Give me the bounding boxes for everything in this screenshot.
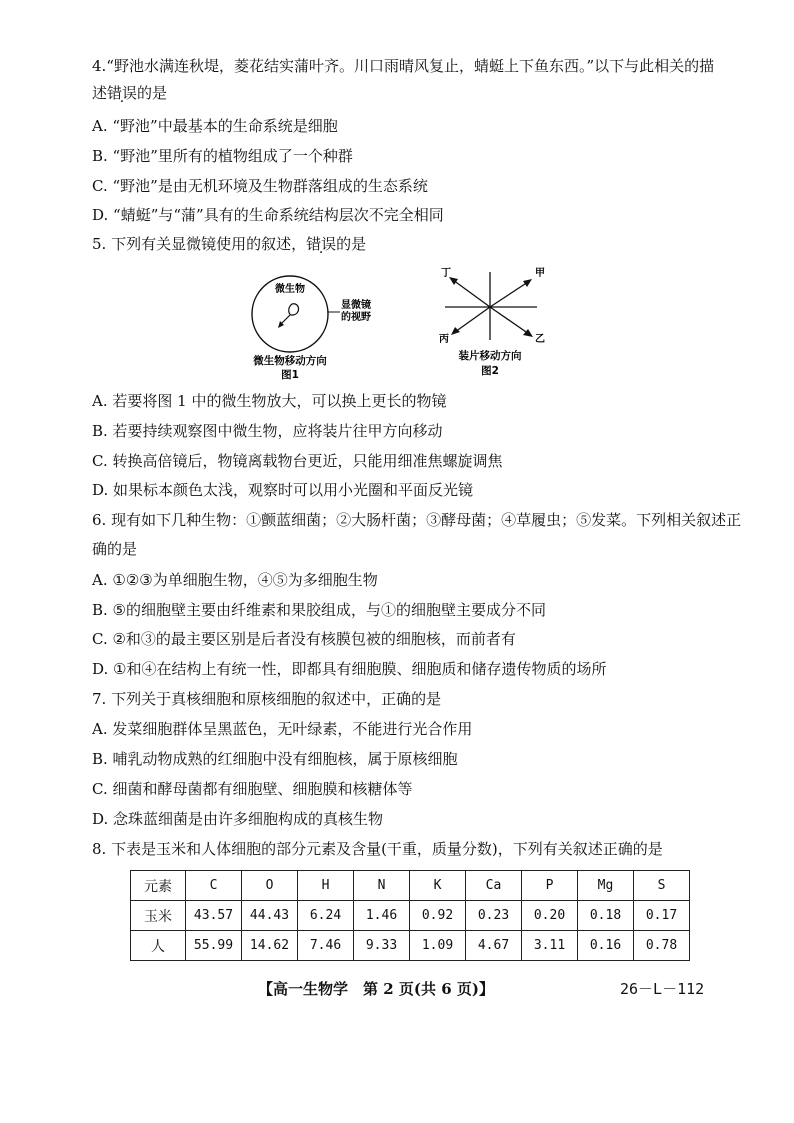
- q5-stem-post: 的是: [336, 235, 367, 253]
- table-header-cell: 元素: [131, 871, 186, 901]
- figure2-slide-direction: [425, 262, 565, 380]
- table-header-row: [131, 871, 690, 901]
- table-cell: 7.46: [298, 931, 354, 961]
- q7-option-c: C. 细菌和酵母菌都有细胞壁、细胞膜和核糖体等: [92, 780, 413, 798]
- figure2-label-yi: 乙: [535, 334, 545, 345]
- q4-option-d: D. “蜻蜓”与“蒲”具有的生命系统结构层次不完全相同: [92, 206, 444, 224]
- table-header-cell: N: [354, 871, 410, 901]
- figure1-caption: 微生物移动方向: [253, 355, 327, 367]
- table-row: [131, 901, 690, 931]
- q6-stem-line1: 6. 现有如下几种生物：①颤蓝细菌；②大肠杆菌；③酵母菌；④草履虫；⑤发菜。下列相关叙述正: [92, 511, 742, 529]
- table-cell: 0.20: [522, 901, 578, 931]
- table-cell: 44.43: [242, 901, 298, 931]
- figure2-label-ding: 丁: [441, 268, 451, 279]
- table-cell: 9.33: [354, 931, 410, 961]
- q4-option-b: B. “野池”里所有的植物组成了一个种群: [92, 147, 353, 165]
- q4-stem-emphasis: 错误: [107, 84, 138, 102]
- table-header-cell: C: [186, 871, 242, 901]
- table-cell: 0.18: [578, 901, 634, 931]
- figure1-side-label-2: 的视野: [341, 312, 371, 323]
- table-cell: 0.17: [634, 901, 690, 931]
- table-header-cell: K: [410, 871, 466, 901]
- figure1-title: 图1: [281, 369, 299, 380]
- figure1-microscope-field: [238, 268, 388, 380]
- q6-option-c: C. ②和③的最主要区别是后者没有核膜包被的细胞核，而前者有: [92, 630, 516, 648]
- table-header-cell: H: [298, 871, 354, 901]
- q6-option-d: D. ①和④在结构上有统一性，即都具有细胞膜、细胞质和储存遗传物质的场所: [92, 660, 607, 678]
- q4-option-a: A. “野池”中最基本的生命系统是细胞: [92, 117, 338, 135]
- q5-stem: [92, 233, 366, 255]
- q4-stem-line1: 4.“野池水满连秋堤，菱花结实蒲叶齐。川口雨晴风复止，蜻蜓上下鱼东西。”以下与此相关的描: [92, 57, 715, 75]
- table-cell: 4.67: [466, 931, 522, 961]
- table-header-cell: Mg: [578, 871, 634, 901]
- q5-stem-emphasis: 错误: [306, 235, 337, 253]
- table-row: [131, 931, 690, 961]
- q4-option-c: C. “野池”是由无机环境及生物群落组成的生态系统: [92, 177, 428, 195]
- figure2-label-bing: 丙: [439, 334, 449, 345]
- table-cell: 0.78: [634, 931, 690, 961]
- table-cell: 6.24: [298, 901, 354, 931]
- q6-stem-line2: 确的是: [92, 540, 138, 558]
- element-content-table: [130, 870, 690, 961]
- figure1-inner-label: 微生物: [275, 284, 305, 295]
- q5-option-b: B. 若要持续观察图中微生物，应将装片往甲方向移动: [92, 422, 443, 440]
- q4-stem-line2: [92, 82, 167, 104]
- q7-stem: 7. 下列关于真核细胞和原核细胞的叙述中，正确的是: [92, 690, 442, 708]
- figure2-caption: 装片移动方向: [458, 350, 522, 362]
- table-cell: 0.92: [410, 901, 466, 931]
- table-cell: 1.09: [410, 931, 466, 961]
- q7-option-b: B. 哺乳动物成熟的红细胞中没有细胞核，属于原核细胞: [92, 750, 458, 768]
- q4-stem-post: 的是: [137, 84, 168, 102]
- table-cell: 3.11: [522, 931, 578, 961]
- page-footer-code: 26－L－112: [620, 980, 705, 998]
- q6-option-a: A. ①②③为单细胞生物，④⑤为多细胞生物: [92, 571, 378, 589]
- page-footer-title: 【高一生物学 第 2 页(共 6 页)】: [258, 980, 494, 998]
- table-header-cell: S: [634, 871, 690, 901]
- table-header-cell: P: [522, 871, 578, 901]
- table-cell: 0.16: [578, 931, 634, 961]
- figure2-title: 图2: [481, 365, 499, 377]
- q4-stem-pre: 述: [92, 84, 108, 102]
- table-header-cell: Ca: [466, 871, 522, 901]
- table-cell: 0.23: [466, 901, 522, 931]
- table-cell: 1.46: [354, 901, 410, 931]
- figure1-side-label-1: 显微镜: [341, 300, 371, 311]
- q7-option-a: A. 发菜细胞群体呈黑蓝色，无叶绿素，不能进行光合作用: [92, 720, 473, 738]
- q6-option-b: B. ⑤的细胞壁主要由纤维素和果胶组成，与①的细胞壁主要成分不同: [92, 601, 547, 619]
- q7-option-d: D. 念珠蓝细菌是由许多细胞构成的真核生物: [92, 810, 384, 828]
- table-row-label: 人: [131, 931, 186, 961]
- table-header-cell: O: [242, 871, 298, 901]
- q5-stem-pre: 5. 下列有关显微镜使用的叙述，: [92, 235, 307, 253]
- figure2-label-jia: 甲: [535, 268, 545, 279]
- q5-option-d: D. 如果标本颜色太浅，观察时可以用小光圈和平面反光镜: [92, 481, 474, 499]
- q8-stem: 8. 下表是玉米和人体细胞的部分元素及含量(干重，质量分数)，下列有关叙述正确的是: [92, 840, 663, 858]
- table-row-label: 玉米: [131, 901, 186, 931]
- microorganism-icon: [289, 304, 299, 315]
- q5-option-c: C. 转换高倍镜后，物镜离载物台更近，只能用细准焦螺旋调焦: [92, 452, 503, 470]
- table-cell: 55.99: [186, 931, 242, 961]
- table-cell: 14.62: [242, 931, 298, 961]
- q5-option-a: A. 若要将图 1 中的微生物放大，可以换上更长的物镜: [92, 392, 447, 410]
- table-cell: 43.57: [186, 901, 242, 931]
